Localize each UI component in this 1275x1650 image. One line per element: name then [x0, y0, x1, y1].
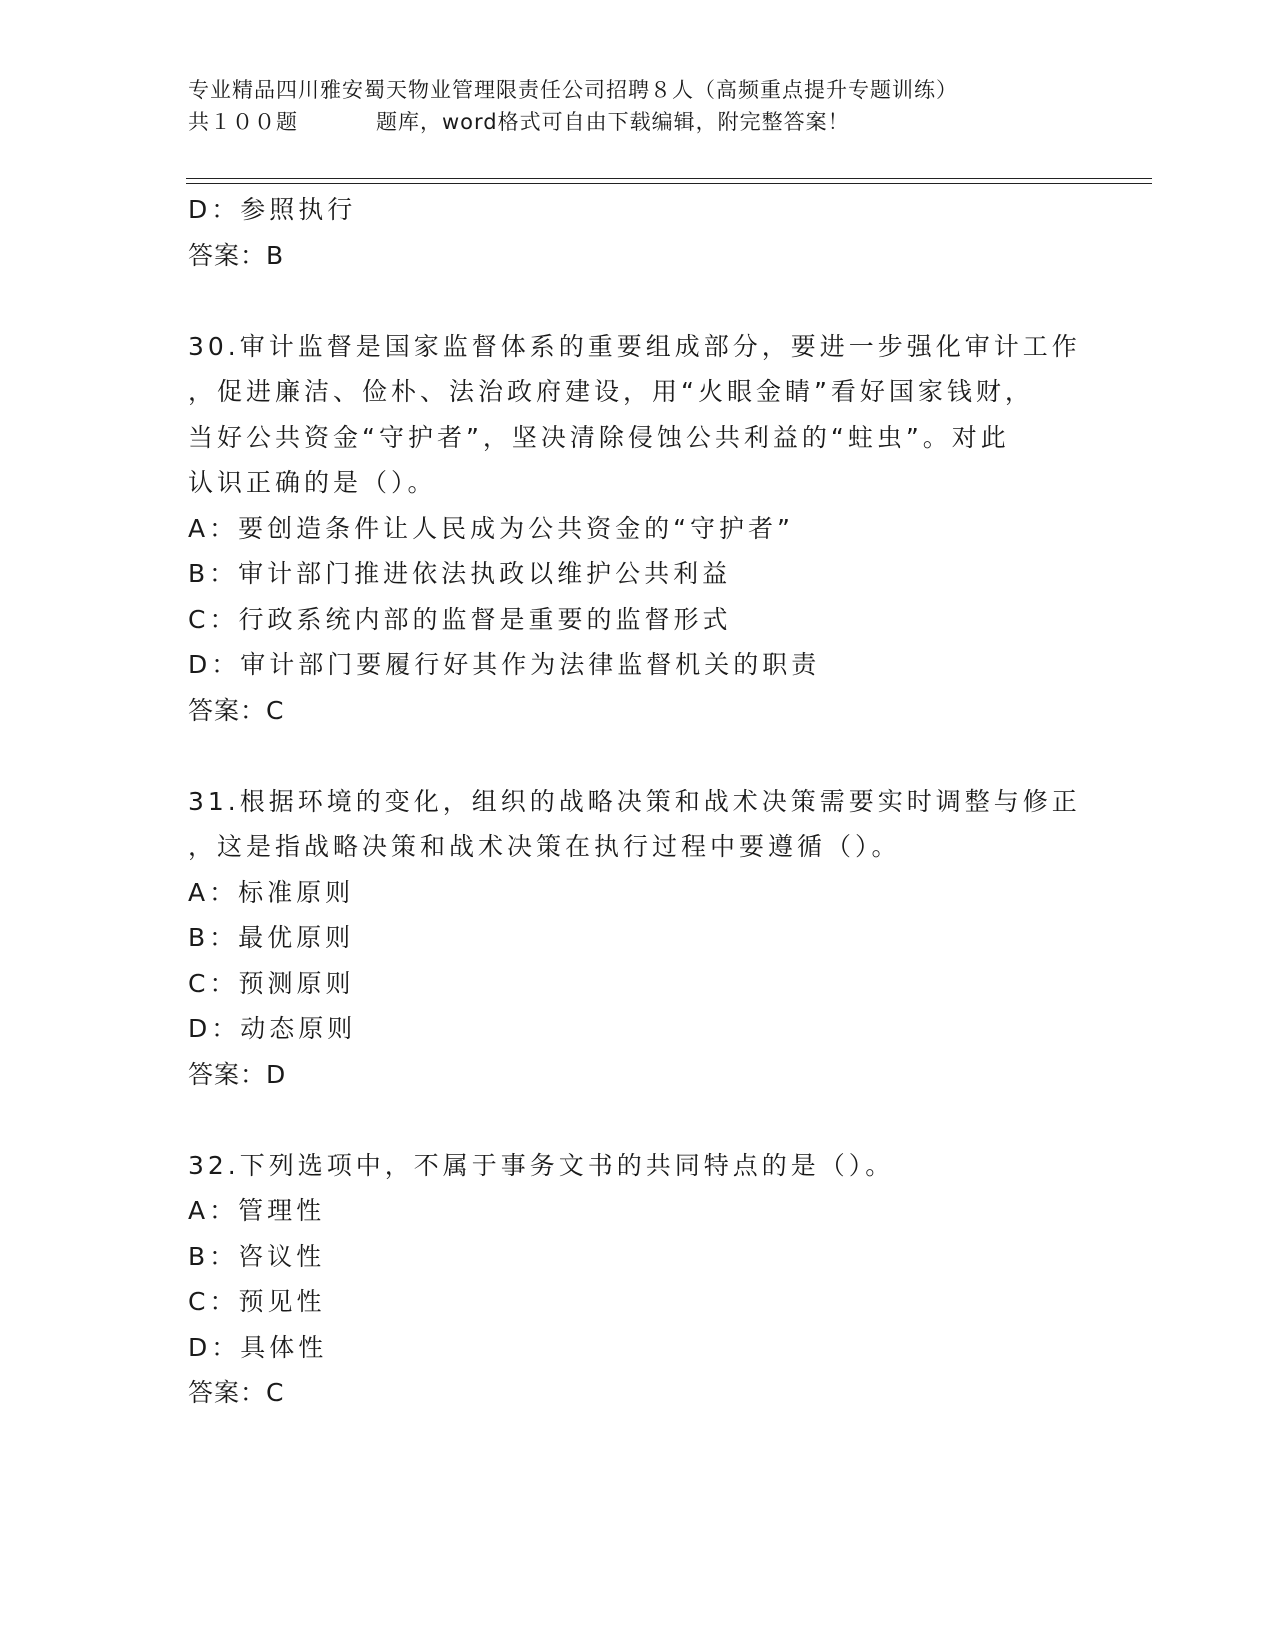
option-b: B：最优原则 — [188, 923, 355, 952]
header-divider-top — [186, 178, 1152, 179]
option-a: A：标准原则 — [188, 877, 355, 907]
option-c: C：预见性 — [188, 1287, 326, 1316]
answer-line: 答案：D — [188, 1059, 287, 1089]
question-30 — [188, 324, 1088, 734]
header-title: 专业精品四川雅安蜀天物业管理限责任公司招聘８人（高频重点提升专题训练） — [188, 78, 958, 102]
option-d: D：审计部门要履行好其作为法律监督机关的职责 — [188, 650, 821, 679]
question-text: 30.审计监督是国家监督体系的重要组成部分，要进一步强化审计工作 — [188, 331, 1081, 361]
answer-line: 答案：B — [188, 240, 285, 270]
option-a: A：要创造条件让人民成为公共资金的“守护者” — [188, 513, 795, 543]
answer-line: 答案：C — [188, 1378, 285, 1407]
question-text: 当好公共资金“守护者”，坚决清除侵蚀公共利益的“蛀虫”。对此 — [188, 422, 1010, 452]
option-c: C：预测原则 — [188, 968, 355, 998]
question-count: 共１００题 — [188, 110, 298, 134]
answer-line: 答案：C — [188, 695, 285, 725]
option-d: D：参照执行 — [188, 195, 357, 224]
option-a: A：管理性 — [188, 1196, 326, 1225]
question-text: 32.下列选项中，不属于事务文书的共同特点的是（）。 — [188, 1150, 895, 1180]
header-subtitle — [188, 106, 1148, 138]
header-divider-bottom — [186, 183, 1152, 184]
option-b: B：审计部门推进依法执政以维护公共利益 — [188, 559, 732, 588]
question-text: ，促进廉洁、俭朴、法治政府建设，用“火眼金睛”看好国家钱财， — [188, 377, 1034, 406]
option-c: C：行政系统内部的监督是重要的监督形式 — [188, 604, 732, 634]
question-text: ，这是指战略决策和战术决策在执行过程中要遵循（）。 — [188, 832, 901, 861]
question-31 — [188, 779, 1088, 1098]
question-32 — [188, 1143, 1088, 1416]
option-b: B：咨议性 — [188, 1241, 326, 1271]
option-d: D：动态原则 — [188, 1014, 357, 1043]
document-body — [188, 187, 1088, 1416]
document-header — [188, 74, 1148, 138]
header-note: 题库，word格式可自由下载编辑，附完整答案！ — [376, 110, 850, 134]
question-text: 31.根据环境的变化，组织的战略决策和战术决策需要实时调整与修正 — [188, 786, 1081, 816]
question-text: 认识正确的是（）。 — [188, 468, 437, 497]
option-d: D：具体性 — [188, 1332, 328, 1362]
